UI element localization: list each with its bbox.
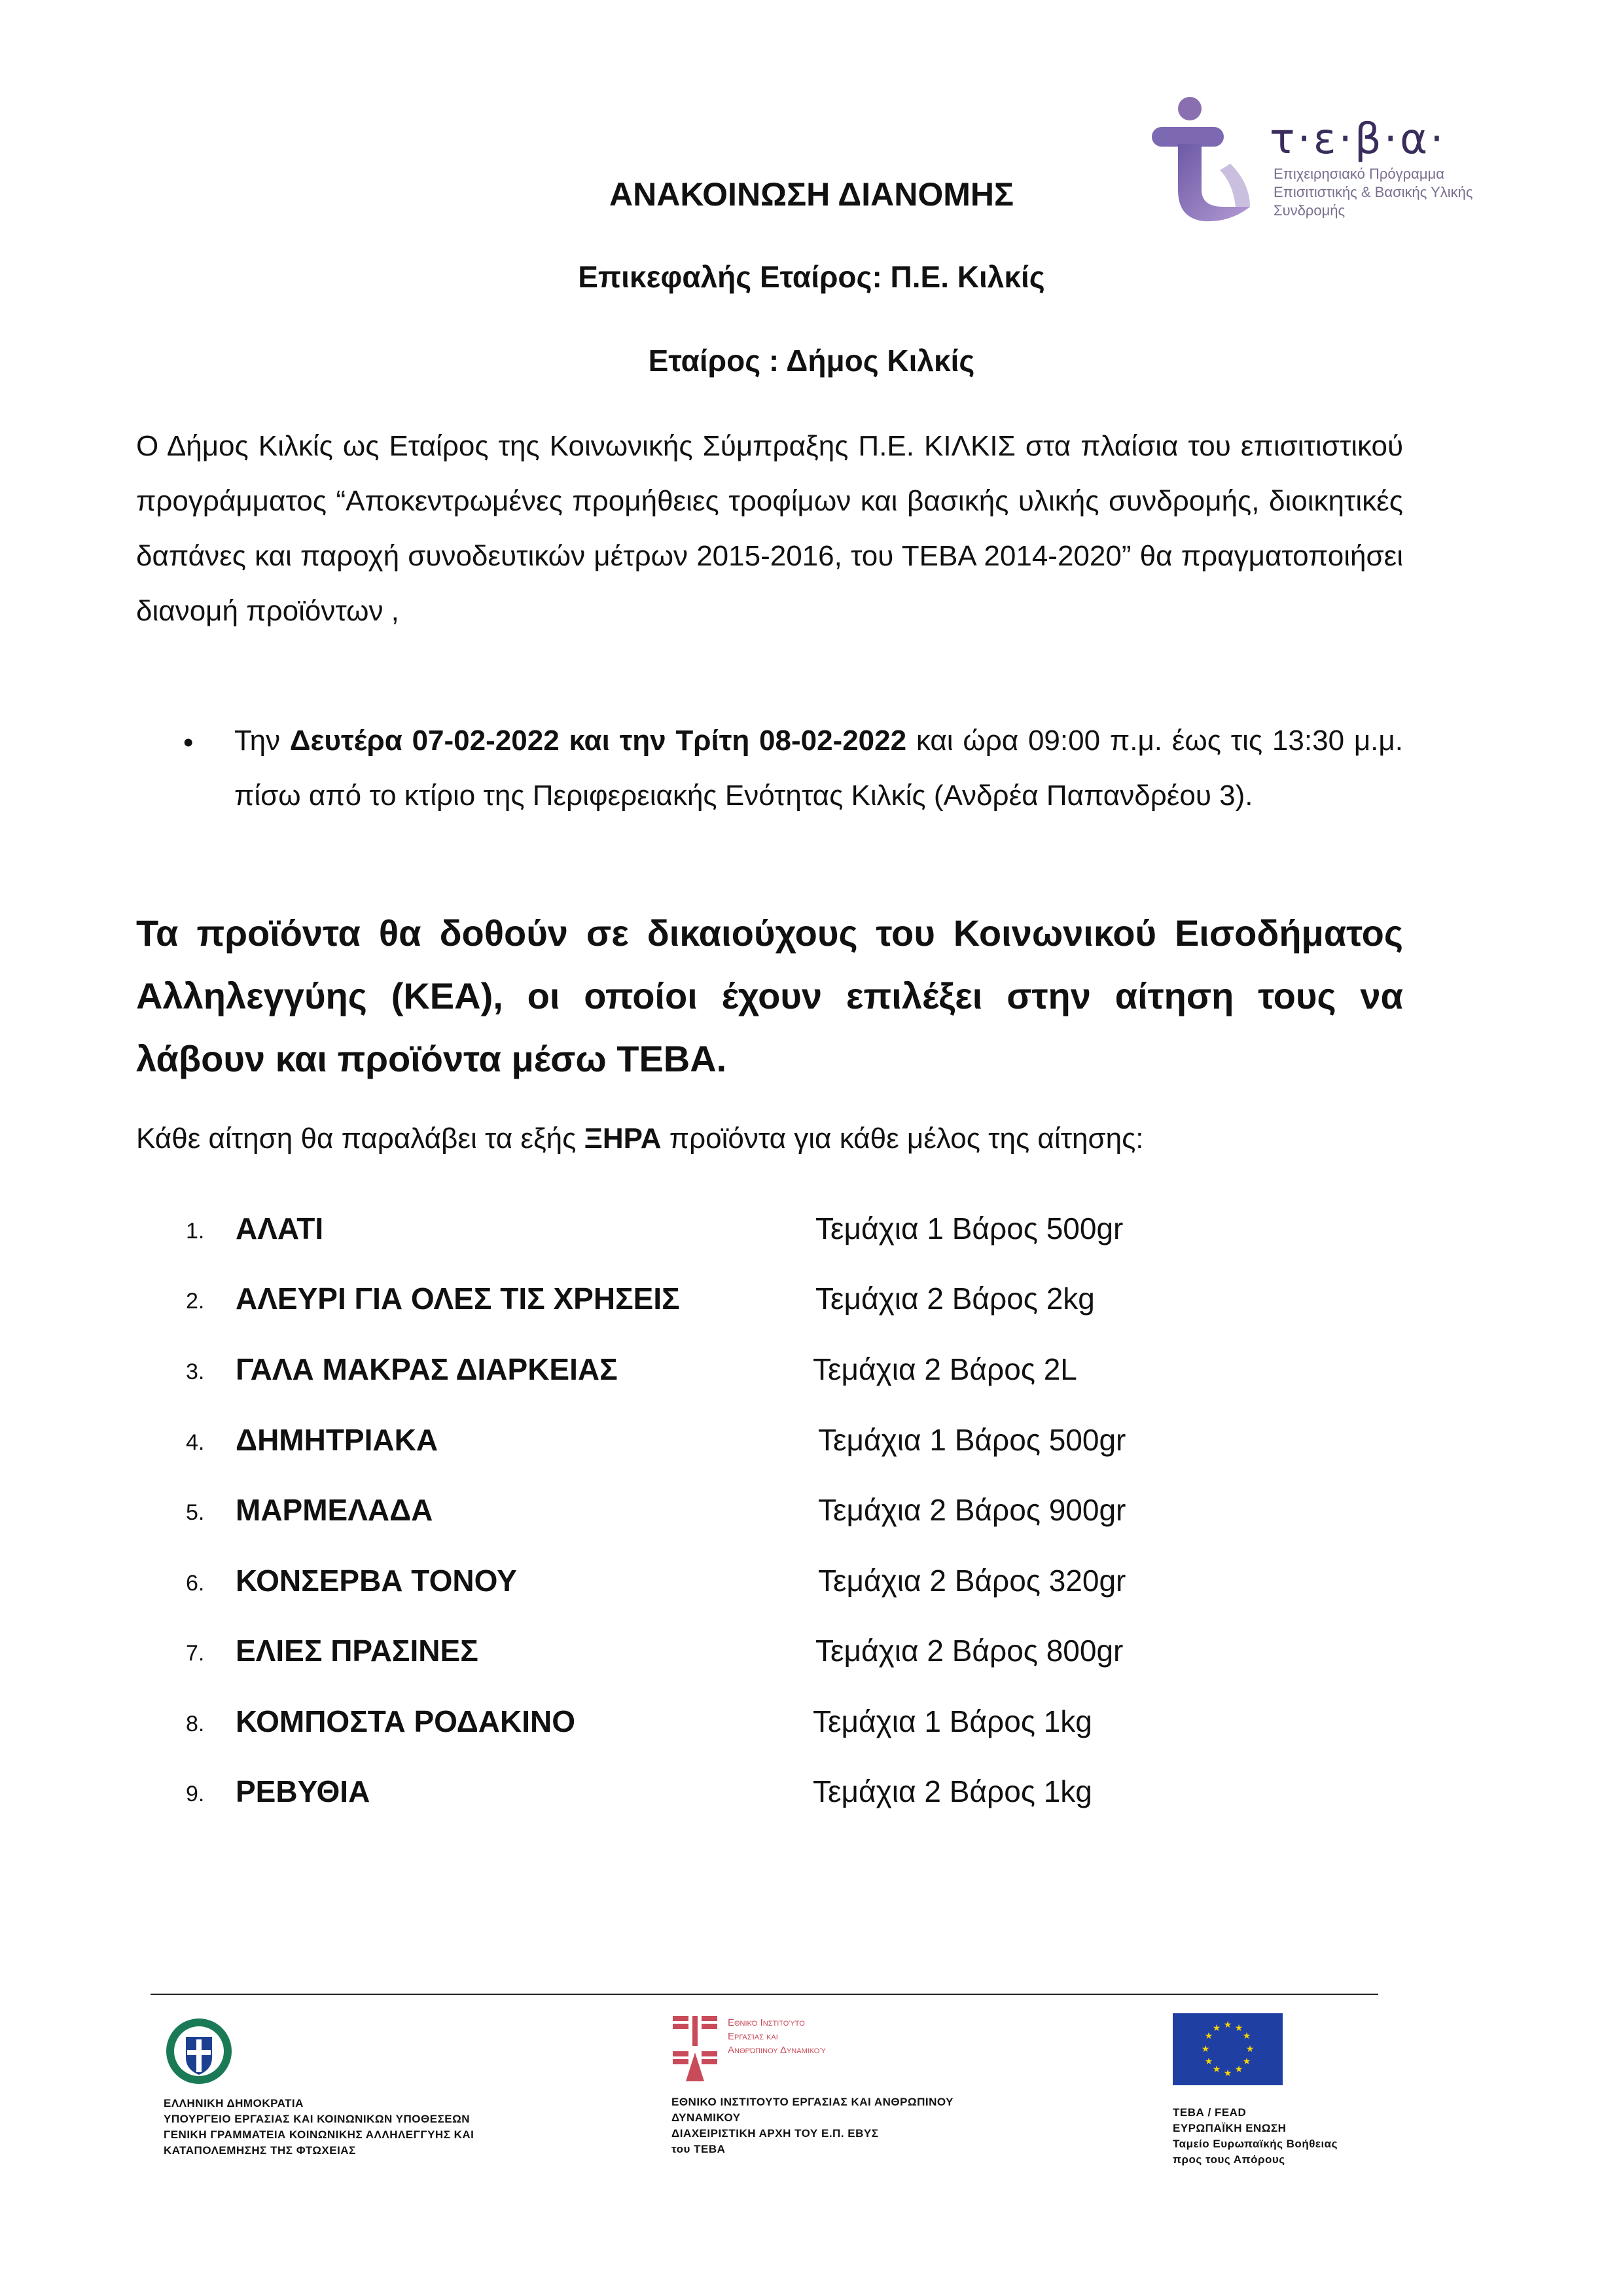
eu-line: Ταμείο Ευρωπαϊκής Βοήθειας bbox=[1173, 2138, 1338, 2150]
ministry-caption bbox=[164, 2096, 582, 2159]
ministry-line: ΚΑΤΑΠΟΛΕΜΗΣΗΣ ΤΗΣ ΦΤΩΧΕΙΑΣ bbox=[164, 2144, 356, 2157]
item-quantity: Τεμάχια 2 Βάρος 900gr bbox=[818, 1493, 1126, 1527]
list-item bbox=[0, 1211, 1623, 1257]
item-quantity: Τεμάχια 1 Βάρος 500gr bbox=[818, 1423, 1126, 1457]
item-name: ΔΗΜΗΤΡΙΑΚΑ bbox=[236, 1423, 438, 1457]
eu-line: ΕΥΡΩΠΑΪΚΗ ΕΝΩΣΗ bbox=[1173, 2122, 1287, 2134]
page-title: ΑΝΑΚΟΙΝΩΣΗ ΔΙΑΝΟΜΗΣ bbox=[609, 176, 1014, 213]
list-item bbox=[0, 1704, 1623, 1749]
beneficiaries-notice: Τα προϊόντα θα δοθούν σε δικαιούχους του Κοινωνικού Εισοδήματος Αλληλεγγύης (ΚΕΑ), οι οποίοι έχουν επιλέξει στην αίτηση τους να λάβουν και προϊόντα μέσω ΤΕΒΑ. bbox=[136, 912, 1403, 1079]
eu-line: ΤΕΒΑ / FEAD bbox=[1173, 2106, 1247, 2119]
item-quantity: Τεμάχια 2 Βάρος 2L bbox=[813, 1352, 1077, 1386]
products-intro-emph: ΞΗΡΑ bbox=[584, 1122, 662, 1155]
ministry-line: ΕΛΛΗΝΙΚΗ ΔΗΜΟΚΡΑΤΙΑ bbox=[164, 2097, 304, 2109]
lead-partner: Επικεφαλής Εταίρος: Π.Ε. Κιλκίς bbox=[578, 260, 1045, 294]
item-name: ΚΟΜΠΟΣΤΑ ΡΟΔΑΚΙΝΟ bbox=[236, 1704, 576, 1738]
item-number: 8. bbox=[186, 1712, 205, 1736]
item-name: ΜΑΡΜΕΛΑΔΑ bbox=[236, 1493, 433, 1527]
greek-emblem-icon bbox=[165, 2017, 233, 2085]
item-quantity: Τεμάχια 2 Βάρος 320gr bbox=[818, 1564, 1126, 1598]
svg-text:★: ★ bbox=[1223, 2020, 1232, 2030]
item-number: 5. bbox=[186, 1500, 205, 1525]
ministry-line: ΓΕΝΙΚΗ ΓΡΑΜΜΑΤΕΙΑ ΚΟΙΝΩΝΙΚΗΣ ΑΛΛΗΛΕΓΓΥΗΣ ΚΑΙ bbox=[164, 2128, 474, 2141]
item-number: 1. bbox=[186, 1219, 205, 1244]
list-item bbox=[0, 1492, 1623, 1538]
eu-line: προς τους Απόρους bbox=[1173, 2153, 1285, 2166]
products-intro-before: Κάθε αίτηση θα παραλάβει τα εξής bbox=[136, 1122, 584, 1155]
item-number: 7. bbox=[186, 1641, 205, 1666]
item-name: ΕΛΙΕΣ ΠΡΑΣΙΝΕΣ bbox=[236, 1634, 478, 1668]
bullet-icon: • bbox=[183, 726, 194, 759]
footer-divider bbox=[151, 1994, 1378, 1995]
eu-caption bbox=[1173, 2105, 1421, 2168]
eiead-caption bbox=[671, 2094, 1051, 2157]
distribution-dates: Δευτέρα 07-02-2022 και την Τρίτη 08-02-2022 bbox=[289, 725, 907, 757]
eiead-line: του ΤΕΒΑ bbox=[671, 2143, 726, 2155]
bullet-rest: και ώρα 09:00 π.μ. έως τις 13:30 μ.μ. πίσω από το κτίριο της Περιφερειακής Ενότητας Κιλκίς (Ανδρέα Παπανδρέου 3). bbox=[234, 725, 1403, 812]
bullet-prefix: Την bbox=[234, 725, 290, 757]
intro-paragraph: Ο Δήμος Κιλκίς ως Εταίρος της Κοινωνικής Σύμπραξης Π.Ε. ΚΙΛΚΙΣ στα πλαίσια του επισιτιστικού προγράμματος “Αποκεντρωμένες προμήθειες τροφίμων και βασικής υλικής συνδρομής, διοικητικές δαπάνες και παροχή συνοδευτικών μέτρων 2015-2016, του ΤΕΒΑ 2014-2020” θα πραγματοποιήσει διανομή προϊόντων , bbox=[136, 430, 1403, 627]
item-name: ΓΑΛΑ ΜΑΚΡΑΣ ΔΙΑΡΚΕΙΑΣ bbox=[236, 1352, 618, 1386]
eiead-line: ΔΙΑΧΕΙΡΙΣΤΙΚΗ ΑΡΧΗ ΤΟΥ Ε.Π. ΕΒΥΣ bbox=[671, 2127, 879, 2140]
item-quantity: Τεμάχια 1 Βάρος 500gr bbox=[815, 1211, 1124, 1246]
item-name: ΑΛΕΥΡΙ ΓΙΑ ΟΛΕΣ ΤΙΣ ΧΡΗΣΕΙΣ bbox=[236, 1282, 680, 1316]
eiead-logo-icon bbox=[673, 2013, 830, 2085]
item-quantity: Τεμάχια 2 Βάρος 2kg bbox=[815, 1282, 1095, 1316]
eiead-line: ΕΘΝΙΚΟ ΙΝΣΤΙΤΟΥΤΟ ΕΡΓΑΣΙΑΣ ΚΑΙ ΑΝΘΡΩΠΙΝΟΥ bbox=[671, 2096, 954, 2108]
item-name: ΚΟΝΣΕΡΒΑ ΤΟΝΟΥ bbox=[236, 1564, 517, 1598]
item-quantity: Τεμάχια 2 Βάρος 800gr bbox=[815, 1634, 1124, 1668]
item-number: 9. bbox=[186, 1782, 205, 1806]
list-item bbox=[0, 1563, 1623, 1609]
list-item bbox=[0, 1281, 1623, 1327]
list-item bbox=[0, 1774, 1623, 1820]
bullet-text bbox=[234, 713, 1403, 823]
svg-text:★: ★ bbox=[1242, 2056, 1251, 2067]
products-intro bbox=[136, 1119, 1403, 1158]
teva-subtitle: Επιχειρησιακό Πρόγραμμα Επισιτιστικής & Βασικής Υλικής Συνδρομής bbox=[1274, 166, 1473, 219]
list-item bbox=[0, 1352, 1623, 1397]
teva-logo bbox=[1152, 92, 1492, 242]
svg-text:★: ★ bbox=[1201, 2044, 1210, 2054]
svg-text:★: ★ bbox=[1245, 2044, 1255, 2054]
teva-wordmark: τ·ε·β·α· bbox=[1270, 115, 1446, 164]
item-number: 3. bbox=[186, 1359, 205, 1384]
ministry-line: ΥΠΟΥΡΓΕΙΟ ΕΡΓΑΣΙΑΣ ΚΑΙ ΚΟΙΝΩΝΙΚΩΝ ΥΠΟΘΕΣΕΩΝ bbox=[164, 2113, 471, 2125]
list-item bbox=[0, 1422, 1623, 1468]
svg-text:★: ★ bbox=[1212, 2023, 1221, 2034]
eu-flag-icon bbox=[1173, 2013, 1283, 2085]
item-quantity: Τεμάχια 2 Βάρος 1kg bbox=[813, 1774, 1092, 1808]
eiead-line: ΔΥΝΑΜΙΚΟΥ bbox=[671, 2111, 741, 2124]
item-number: 2. bbox=[186, 1289, 205, 1314]
svg-text:★: ★ bbox=[1234, 2064, 1243, 2075]
item-name: ΑΛΑΤΙ bbox=[236, 1211, 324, 1246]
svg-text:★: ★ bbox=[1242, 2031, 1251, 2041]
svg-text:★: ★ bbox=[1212, 2064, 1221, 2075]
svg-text:★: ★ bbox=[1204, 2056, 1213, 2067]
item-number: 4. bbox=[186, 1430, 205, 1455]
svg-text:★: ★ bbox=[1234, 2023, 1243, 2034]
svg-text:★: ★ bbox=[1204, 2031, 1213, 2041]
eiead-logo-text: Εθνικό Ινστιτούτο Εργασίας και Ανθρώπινου Δυναμικού bbox=[728, 2017, 826, 2056]
products-intro-after: προϊόντα για κάθε μέλος της αίτησης: bbox=[661, 1122, 1144, 1155]
svg-text:★: ★ bbox=[1223, 2068, 1232, 2079]
item-number: 6. bbox=[186, 1571, 205, 1596]
item-quantity: Τεμάχια 1 Βάρος 1kg bbox=[813, 1704, 1092, 1738]
list-item bbox=[0, 1633, 1623, 1679]
item-name: ΡΕΒΥΘΙΑ bbox=[236, 1774, 370, 1808]
partner: Εταίρος : Δήμος Κιλκίς bbox=[648, 344, 975, 378]
